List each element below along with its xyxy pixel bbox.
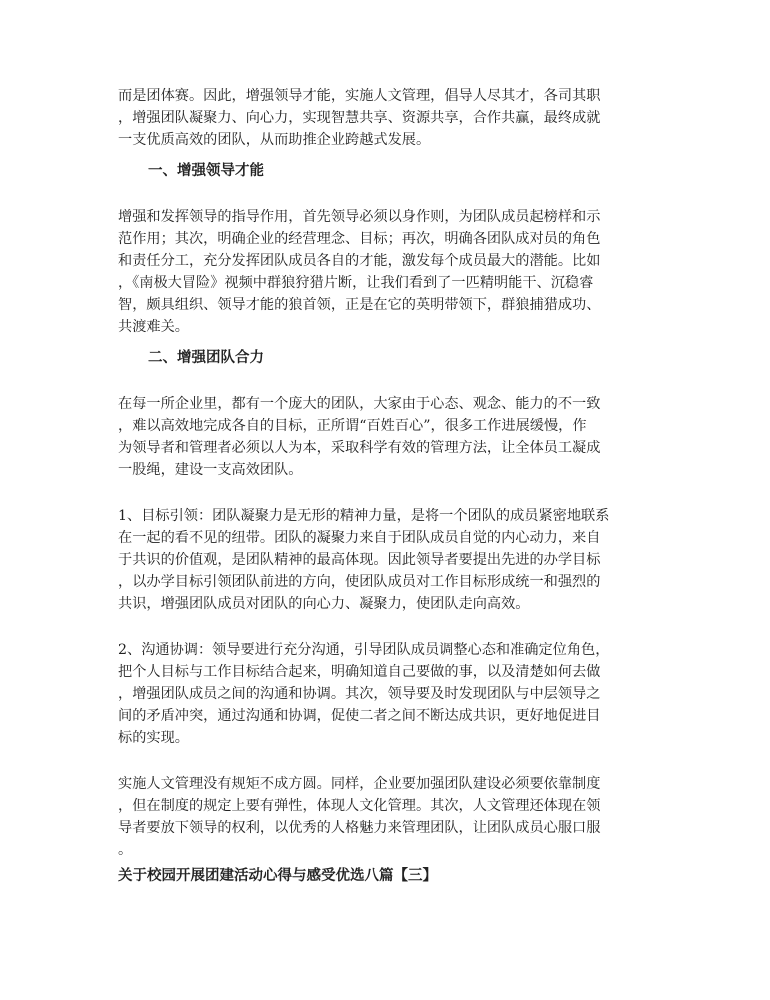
point2-line-2: 把个人目标与工作目标结合起来，明确知道自己要做的事，以及清楚如何去做: [118, 664, 601, 680]
section1-line-4: ，《南极大冒险》视频中群狼狩猎片断，让我们看到了一匹精明能干、沉稳睿: [118, 275, 594, 291]
intro-line-3: 一支优质高效的团队，从而助推企业跨越式发展。: [118, 132, 431, 148]
section2-line-2: ，难以高效地完成各自的目标，正所谓“百姓百心”，很多工作进展缓慢，作: [118, 418, 587, 434]
section-heading-team-strength: 二、增强团队合力: [148, 349, 264, 366]
intro-line-2: ，增强团队凝聚力、向心力，实现智慧共享、资源共享，合作共赢，最终成就: [118, 110, 601, 126]
section1-line-6: 共渡难关。: [118, 319, 189, 335]
section1-line-3: 和责任分工，充分发挥团队成员各自的才能，激发每个成员最大的潜能。比如: [118, 253, 601, 269]
section3-line-2: ，但在制度的规定上要有弹性，体现人文化管理。其次，人文管理还体现在领: [118, 798, 601, 814]
point1-line-3: 于共识的价值观，是团队精神的最高体现。因此领导者要提出先进的办学目标: [118, 552, 601, 568]
point1-line-4: ，以办学目标引领团队前进的方向，使团队成员对工作目标形成统一和强烈的: [118, 574, 601, 590]
next-article-title: 关于校园开展团建活动心得与感受优选八篇【三】: [118, 867, 437, 884]
point2-line-1: 2、沟通协调：领导要进行充分沟通，引导团队成员调整心态和准确定位角色，: [118, 642, 610, 658]
section2-line-3: 为领导者和管理者必须以人为本，采取科学有效的管理方法，让全体员工凝成: [118, 440, 601, 456]
section2-line-1: 在每一所企业里，都有一个庞大的团队，大家由于心态、观念、能力的不一致: [118, 396, 601, 412]
section-heading-leadership: 一、增强领导才能: [148, 162, 264, 179]
section1-line-1: 增强和发挥领导的指导作用，首先领导必须以身作则，为团队成员起榜样和示: [118, 209, 601, 225]
point2-line-3: ，增强团队成员之间的沟通和协调。其次，领导要及时发现团队与中层领导之: [118, 686, 601, 702]
section2-line-4: 一股绳，建设一支高效团队。: [118, 462, 303, 478]
intro-line-1: 而是团体赛。因此，增强领导才能，实施人文管理，倡导人尽其才，各司其职: [118, 88, 601, 104]
point1-line-1: 1、目标引领：团队凝聚力是无形的精神力量，是将一个团队的成员紧密地联系: [118, 508, 610, 524]
point1-line-5: 共识，增强团队成员对团队的向心力、凝聚力，使团队走向高效。: [118, 596, 530, 612]
section1-line-5: 智，颇具组织、领导才能的狼首领，正是在它的英明带领下，群狼捕猎成功、: [118, 297, 601, 313]
section3-line-4: 。: [118, 842, 133, 858]
section3-line-1: 实施人文管理没有规矩不成方圆。同样，企业要加强团队建设必须要依靠制度: [118, 776, 601, 792]
section1-line-2: 范作用；其次，明确企业的经营理念、目标；再次，明确各团队成对员的角色: [118, 231, 601, 247]
point2-line-4: 间的矛盾冲突，通过沟通和协调，促使二者之间不断达成共识，更好地促进目: [118, 708, 601, 724]
point1-line-2: 在一起的看不见的纽带。团队的凝聚力来自于团队成员自觉的内心动力，来自: [118, 530, 601, 546]
point2-line-5: 标的实现。: [118, 730, 189, 746]
section3-line-3: 导者要放下领导的权利，以优秀的人格魅力来管理团队，让团队成员心服口服: [118, 820, 601, 836]
